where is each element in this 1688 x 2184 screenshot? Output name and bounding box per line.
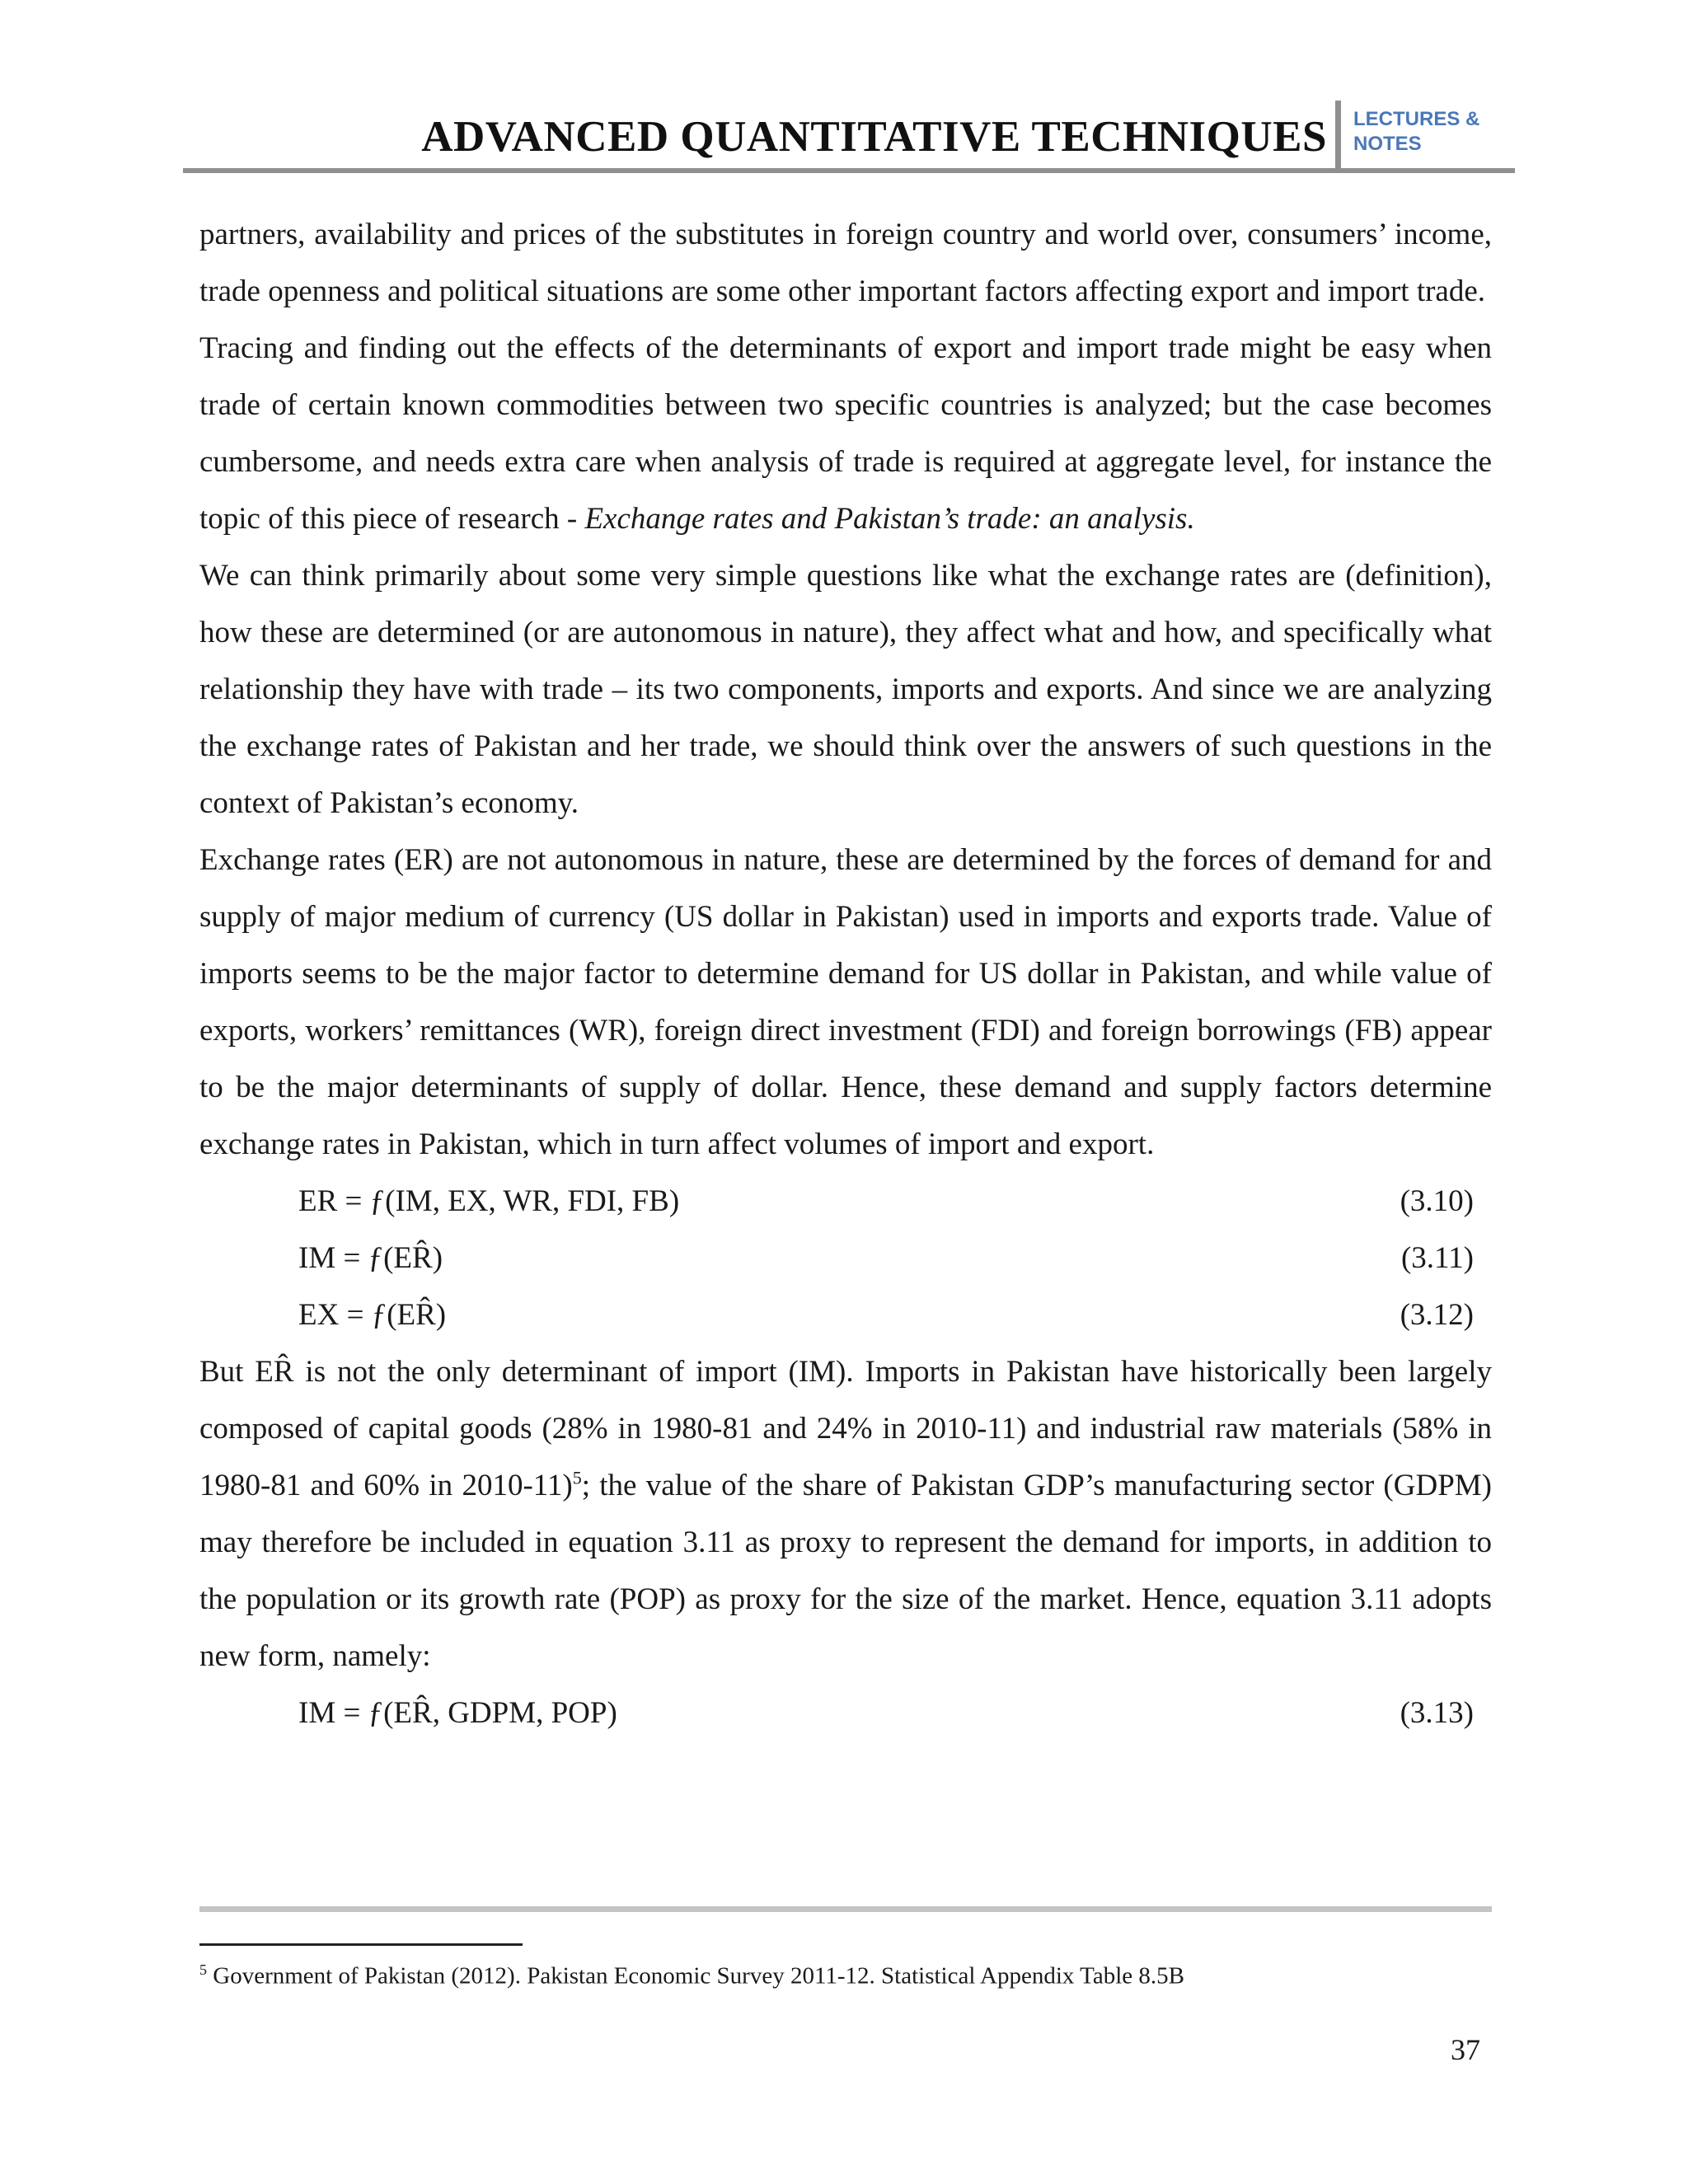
footnote-text: Government of Pakistan (2012). Pakistan Economic Survey 2011-12. Statistical Appendix Table 8.5B — [207, 1962, 1184, 1990]
header-title: ADVANCED QUANTITATIVE TECHNIQUES — [421, 113, 1327, 161]
paragraph-4: Exchange rates (ER) are not autonomous in nature, these are determined by the forces of demand for and supply of major medium of currency (US dollar in Pakistan) used in imports and exports trade. Value of imports seems to be the major factor to determine demand for US dollar in Pakistan, and while value of exports, workers’ remittances (WR), foreign direct investment (FDI) and foreign borrowings (FB) appear to be the major determinants of supply of dollar. Hence, these demand and supply factors determine exchange rates in Pakistan, which in turn affect volumes of import and export. — [199, 843, 1492, 1161]
page-number: 37 — [1451, 2033, 1480, 2066]
footnote-separator — [199, 1943, 523, 1946]
paragraph-2-text: Tracing and finding out the effects of the determinants of export and import trade might be easy when trade of certain known commodities between two specific countries is analyzed; but the case becomes cumbersome, and needs extra care when analysis of trade is required at aggregate level, for instance the topic of this piece of research - — [199, 331, 1492, 536]
paragraph-5-text-a: But ER̂ is not the only determinant of import (IM). Imports in Pakistan have historically been largely composed of capital goods (28% in 1980-81 and 24% in 2010-11) and industrial raw materials (58% in 1980-81 and 60% in 2010-11) — [199, 1355, 1492, 1502]
paragraph-3: We can think primarily about some very simple questions like what the exchange rates are (definition), how these are determined (or are autonomous in nature), they affect what and how, and specifically what relationship they have with trade – its two components, imports and exports. And since we are analyzing the exchange rates of Pakistan and her trade, we should think over the answers of such questions in the context of Pakistan’s economy. — [199, 559, 1492, 820]
equation-3-13 — [199, 1685, 1492, 1741]
body-bottom-rule — [199, 1906, 1492, 1912]
paragraph-5-text-b: ; the value of the share of Pakistan GDP’s manufacturing sector (GDPM) may therefore be included in equation 3.11 as proxy to represent the demand for imports, in addition to the population or its growth rate (POP) as proxy for the size of the market. Hence, equation 3.11 adopts new form, namely: — [199, 1469, 1492, 1673]
footnote-mark: 5 — [199, 1961, 207, 1978]
equation-3-12 — [199, 1286, 1492, 1343]
equation-3-10 — [199, 1173, 1492, 1230]
header-tag-line2: NOTES — [1353, 133, 1422, 155]
header-rule — [183, 168, 1515, 173]
header-tag-line1: LECTURES & — [1353, 108, 1480, 130]
paragraph-5 — [199, 1343, 1492, 1685]
equation-number: (3.12) — [1400, 1298, 1474, 1332]
equation-expression: IM = ƒ(ER̂) — [298, 1241, 443, 1275]
equation-expression: ER = ƒ(IM, EX, WR, FDI, FB) — [298, 1184, 680, 1218]
equation-expression: IM = ƒ(ER̂, GDPM, POP) — [298, 1696, 617, 1730]
page-header — [183, 101, 1515, 173]
equation-number: (3.11) — [1400, 1241, 1474, 1275]
equation-number: (3.10) — [1400, 1184, 1474, 1218]
paragraph-2-italic: Exchange rates and Pakistan’s trade: an analysis. — [584, 502, 1195, 536]
header-divider — [1335, 101, 1341, 171]
footnote-reference: 5 — [572, 1467, 582, 1488]
equation-expression: EX = ƒ(ER̂) — [298, 1298, 447, 1332]
header-tag — [1353, 107, 1479, 157]
page-body — [199, 206, 1492, 1741]
footnote — [199, 1953, 1184, 1993]
equation-3-11 — [199, 1230, 1492, 1286]
paragraph-1: partners, availability and prices of the substitutes in foreign country and world over, consumers’ income, trade openness and political situations are some other important factors affecting export and import trade. — [199, 218, 1492, 308]
paragraph-2 — [199, 320, 1492, 547]
equation-number: (3.13) — [1400, 1696, 1474, 1730]
